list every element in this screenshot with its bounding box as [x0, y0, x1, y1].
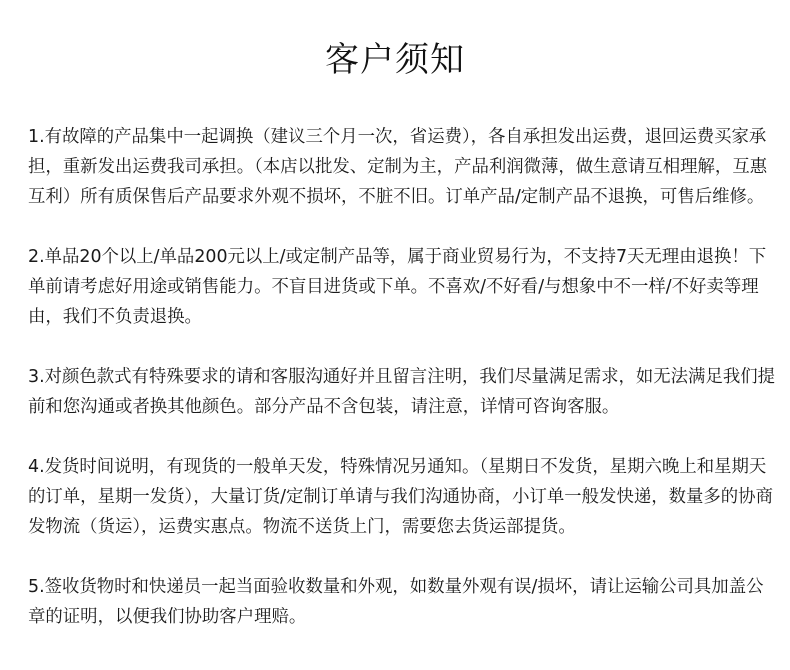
notice-item-3: 3.对颜色款式有特殊要求的请和客服沟通好并且留言注明，我们尽量满足需求，如无法满足我们提前和您沟通或者换其他颜色。部分产品不含包装，请注意，详情可咨询客服。	[28, 367, 776, 417]
notice-item-2: 2.单品20个以上/单品200元以上/或定制产品等，属于商业贸易行为，不支持7天无理由退换！下单前请考虑好用途或销售能力。不盲目进货或下单。不喜欢/不好看/与想象中不一样/不好卖等理由，我们不负责退换。	[28, 247, 767, 327]
notice-item-5: 5.签收货物时和快递员一起当面验收数量和外观，如数量外观有误/损坏，请让运输公司具加盖公章的证明，以便我们协助客户理赔。	[28, 577, 764, 627]
notice-item-1: 1.有故障的产品集中一起调换（建议三个月一次，省运费），各自承担发出运费，退回运费买家承担，重新发出运费我司承担。（本店以批发、定制为主，产品利润微薄，做生意请互相理解，互惠互利）所有质保售后产品要求外观不损坏，不脏不旧。订单产品/定制产品不退换，可售后维修。	[28, 127, 768, 207]
page-title: 客户须知	[325, 40, 465, 80]
notice-list	[28, 122, 780, 632]
notice-item-4: 4.发货时间说明，有现货的一般单天发，特殊情况另通知。（星期日不发货，星期六晚上和星期天的订单，星期一发货），大量订货/定制订单请与我们沟通协商，小订单一般发快递，数量多的协商发物流（货运），运费实惠点。物流不送货上门，需要您去货运部提货。	[28, 457, 773, 537]
